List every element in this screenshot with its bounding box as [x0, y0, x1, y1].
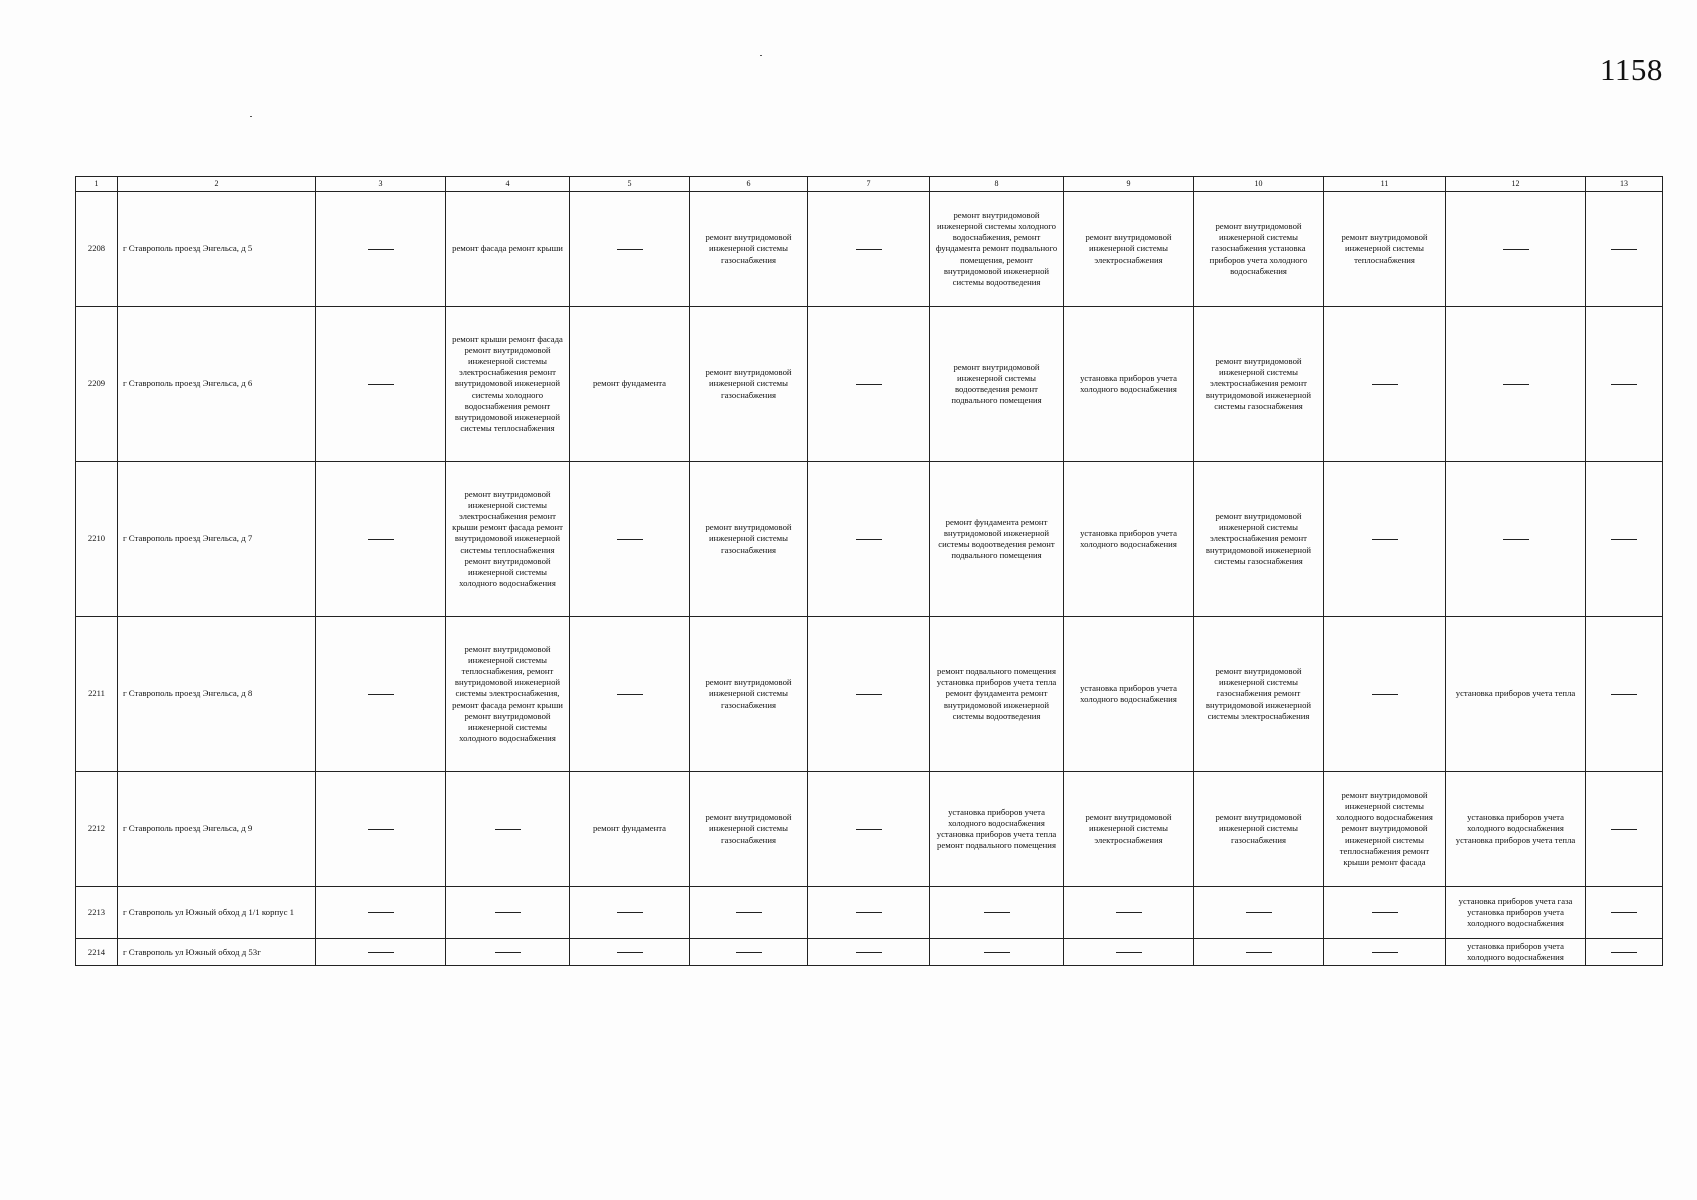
- dash-mark: [856, 952, 882, 953]
- work-type-cell: ремонт внутридомовой инженерной системы электроснабжения: [1064, 772, 1194, 887]
- dash-mark: [1611, 829, 1637, 830]
- dash-mark: [1372, 539, 1398, 540]
- empty-value-cell: [808, 307, 930, 462]
- empty-value-cell: [1586, 462, 1663, 617]
- empty-value-cell: [930, 887, 1064, 939]
- row-number-cell: 2210: [76, 462, 118, 617]
- work-type-cell: ремонт внутридомовой инженерной системы газоснабжения: [690, 462, 808, 617]
- address-cell: г Ставрополь ул Южный обход д 53г: [118, 939, 316, 966]
- dash-mark: [617, 539, 643, 540]
- dash-mark: [617, 249, 643, 250]
- work-type-cell: установка приборов учета газа установка приборов учета холодного водоснабжения: [1446, 887, 1586, 939]
- empty-value-cell: [1446, 192, 1586, 307]
- dash-mark: [1372, 384, 1398, 385]
- work-type-cell: установка приборов учета холодного водоснабжения: [1064, 462, 1194, 617]
- row-number-cell: 2212: [76, 772, 118, 887]
- dash-mark: [1611, 539, 1637, 540]
- dash-mark: [856, 249, 882, 250]
- dash-mark: [368, 694, 394, 695]
- empty-value-cell: [570, 462, 690, 617]
- address-cell: г Ставрополь проезд Энгельса, д 5: [118, 192, 316, 307]
- empty-value-cell: [1446, 307, 1586, 462]
- work-type-cell: ремонт внутридомовой инженерной системы газоснабжения: [1194, 772, 1324, 887]
- address-cell: г Ставрополь проезд Энгельса, д 7: [118, 462, 316, 617]
- empty-value-cell: [1586, 192, 1663, 307]
- dash-mark: [368, 384, 394, 385]
- dash-mark: [1372, 694, 1398, 695]
- empty-value-cell: [690, 939, 808, 966]
- empty-value-cell: [570, 617, 690, 772]
- address-cell: г Ставрополь проезд Энгельса, д 6: [118, 307, 316, 462]
- work-type-cell: ремонт внутридомовой инженерной системы электроснабжения ремонт внутридомовой инженерной системы газоснабжения: [1194, 307, 1324, 462]
- empty-value-cell: [446, 939, 570, 966]
- empty-value-cell: [1324, 939, 1446, 966]
- work-type-cell: ремонт внутридомовой инженерной системы газоснабжения: [690, 307, 808, 462]
- empty-value-cell: [316, 887, 446, 939]
- column-number-header: 1: [76, 177, 118, 192]
- empty-value-cell: [808, 462, 930, 617]
- empty-value-cell: [1064, 939, 1194, 966]
- empty-value-cell: [316, 307, 446, 462]
- work-type-cell: ремонт внутридомовой инженерной системы электроснабжения ремонт внутридомовой инженерной системы газоснабжения: [1194, 462, 1324, 617]
- empty-value-cell: [930, 939, 1064, 966]
- dash-mark: [856, 829, 882, 830]
- column-number-header: 4: [446, 177, 570, 192]
- page-number: 1158: [1600, 52, 1663, 87]
- dash-mark: [856, 694, 882, 695]
- dash-mark: [736, 952, 762, 953]
- work-type-cell: ремонт внутридомовой инженерной системы газоснабжения: [690, 617, 808, 772]
- empty-value-cell: [808, 192, 930, 307]
- dash-mark: [1246, 912, 1272, 913]
- work-type-cell: ремонт внутридомовой инженерной системы газоснабжения: [690, 772, 808, 887]
- empty-value-cell: [1324, 617, 1446, 772]
- empty-value-cell: [808, 887, 930, 939]
- dash-mark: [1611, 249, 1637, 250]
- empty-value-cell: [1064, 887, 1194, 939]
- work-type-cell: ремонт внутридомовой инженерной системы холодного водоснабжения ремонт внутридомовой инженерной системы теплоснабжения ремонт крыши ремонт фасада: [1324, 772, 1446, 887]
- dash-mark: [368, 829, 394, 830]
- dash-mark: [1503, 249, 1529, 250]
- column-number-header: 5: [570, 177, 690, 192]
- table-row: [76, 887, 1663, 939]
- dash-mark: [617, 952, 643, 953]
- dash-mark: [617, 912, 643, 913]
- dash-mark: [1372, 952, 1398, 953]
- table-row: [76, 462, 1663, 617]
- dash-mark: [984, 952, 1010, 953]
- row-number-cell: 2211: [76, 617, 118, 772]
- table-row: [76, 307, 1663, 462]
- work-type-cell: ремонт внутридомовой инженерной системы теплоснабжения, ремонт внутридомовой инженерной системы электроснабжения, ремонт фасада ремонт крыши ремонт внутридомовой инженерной системы холодного водоснабжения: [446, 617, 570, 772]
- empty-value-cell: [690, 887, 808, 939]
- empty-value-cell: [1586, 887, 1663, 939]
- work-type-cell: ремонт внутридомовой инженерной системы холодного водоснабжения, ремонт фундамента ремонт подвального помещения, ремонт внутридомовой инженерной системы водоотведения: [930, 192, 1064, 307]
- dash-mark: [1116, 952, 1142, 953]
- column-number-row: [76, 177, 1663, 192]
- address-cell: г Ставрополь ул Южный обход д 1/1 корпус 1: [118, 887, 316, 939]
- dash-mark: [1611, 952, 1637, 953]
- table-row: [76, 192, 1663, 307]
- dash-mark: [1611, 912, 1637, 913]
- dash-mark: [1503, 539, 1529, 540]
- empty-value-cell: [316, 462, 446, 617]
- row-number-cell: 2213: [76, 887, 118, 939]
- dash-mark: [495, 829, 521, 830]
- empty-value-cell: [1586, 307, 1663, 462]
- empty-value-cell: [1446, 462, 1586, 617]
- dash-mark: [1611, 694, 1637, 695]
- work-type-cell: ремонт фундамента: [570, 307, 690, 462]
- empty-value-cell: [570, 887, 690, 939]
- column-number-header: 8: [930, 177, 1064, 192]
- dash-mark: [1503, 384, 1529, 385]
- work-type-cell: установка приборов учета холодного водоснабжения: [1446, 939, 1586, 966]
- column-number-header: 13: [1586, 177, 1663, 192]
- empty-value-cell: [1324, 307, 1446, 462]
- dash-mark: [736, 912, 762, 913]
- empty-value-cell: [316, 939, 446, 966]
- empty-value-cell: [1586, 772, 1663, 887]
- work-type-cell: ремонт фундамента: [570, 772, 690, 887]
- column-number-header: 3: [316, 177, 446, 192]
- work-type-cell: ремонт фасада ремонт крыши: [446, 192, 570, 307]
- work-type-cell: ремонт внутридомовой инженерной системы газоснабжения: [690, 192, 808, 307]
- empty-value-cell: [1324, 887, 1446, 939]
- row-number-cell: 2209: [76, 307, 118, 462]
- empty-value-cell: [1194, 887, 1324, 939]
- dash-mark: [368, 952, 394, 953]
- dash-mark: [1372, 912, 1398, 913]
- work-type-cell: установка приборов учета холодного водоснабжения установка приборов учета тепла: [1446, 772, 1586, 887]
- dash-mark: [856, 384, 882, 385]
- column-number-header: 6: [690, 177, 808, 192]
- column-number-header: 9: [1064, 177, 1194, 192]
- empty-value-cell: [446, 772, 570, 887]
- work-type-cell: установка приборов учета холодного водоснабжения установка приборов учета тепла ремонт подвального помещения: [930, 772, 1064, 887]
- column-number-header: 11: [1324, 177, 1446, 192]
- dash-mark: [856, 912, 882, 913]
- work-type-cell: ремонт внутридомовой инженерной системы водоотведения ремонт подвального помещения: [930, 307, 1064, 462]
- empty-value-cell: [1324, 462, 1446, 617]
- repair-schedule-table: [75, 176, 1663, 966]
- work-type-cell: ремонт подвального помещения установка приборов учета тепла ремонт фундамента ремонт внутридомовой инженерной системы водоотведения: [930, 617, 1064, 772]
- table-row: [76, 939, 1663, 966]
- work-type-cell: установка приборов учета холодного водоснабжения: [1064, 617, 1194, 772]
- dash-mark: [368, 249, 394, 250]
- empty-value-cell: [1586, 617, 1663, 772]
- row-number-cell: 2208: [76, 192, 118, 307]
- empty-value-cell: [808, 772, 930, 887]
- dash-mark: [984, 912, 1010, 913]
- work-type-cell: ремонт внутридомовой инженерной системы газоснабжения ремонт внутридомовой инженерной системы электроснабжения: [1194, 617, 1324, 772]
- work-type-cell: установка приборов учета холодного водоснабжения: [1064, 307, 1194, 462]
- work-type-cell: ремонт фундамента ремонт внутридомовой инженерной системы водоотведения ремонт подвального помещения: [930, 462, 1064, 617]
- empty-value-cell: [316, 617, 446, 772]
- dash-mark: [495, 952, 521, 953]
- empty-value-cell: [316, 192, 446, 307]
- empty-value-cell: [1586, 939, 1663, 966]
- column-number-header: 7: [808, 177, 930, 192]
- empty-value-cell: [808, 617, 930, 772]
- empty-value-cell: [570, 939, 690, 966]
- empty-value-cell: [316, 772, 446, 887]
- work-type-cell: ремонт внутридомовой инженерной системы электроснабжения: [1064, 192, 1194, 307]
- work-type-cell: ремонт крыши ремонт фасада ремонт внутридомовой инженерной системы электроснабжения ремонт внутридомовой инженерной системы холодного водоснабжения ремонт внутридомовой инженерной системы теплоснабжения: [446, 307, 570, 462]
- address-cell: г Ставрополь проезд Энгельса, д 8: [118, 617, 316, 772]
- table-row: [76, 617, 1663, 772]
- empty-value-cell: [570, 192, 690, 307]
- scan-speck: [760, 55, 762, 56]
- table-row: [76, 772, 1663, 887]
- dash-mark: [495, 912, 521, 913]
- empty-value-cell: [808, 939, 930, 966]
- dash-mark: [368, 912, 394, 913]
- dash-mark: [856, 539, 882, 540]
- empty-value-cell: [1194, 939, 1324, 966]
- row-number-cell: 2214: [76, 939, 118, 966]
- column-number-header: 12: [1446, 177, 1586, 192]
- work-type-cell: ремонт внутридомовой инженерной системы электроснабжения ремонт крыши ремонт фасада ремонт внутридомовой инженерной системы теплоснабжения ремонт внутридомовой инженерной системы холодного водоснабжения: [446, 462, 570, 617]
- work-type-cell: ремонт внутридомовой инженерной системы газоснабжения установка приборов учета холодного водоснабжения: [1194, 192, 1324, 307]
- work-type-cell: ремонт внутридомовой инженерной системы теплоснабжения: [1324, 192, 1446, 307]
- dash-mark: [1116, 912, 1142, 913]
- column-number-header: 10: [1194, 177, 1324, 192]
- table-body: [76, 177, 1663, 966]
- dash-mark: [1246, 952, 1272, 953]
- dash-mark: [1611, 384, 1637, 385]
- scan-speck: [250, 116, 252, 117]
- dash-mark: [368, 539, 394, 540]
- address-cell: г Ставрополь проезд Энгельса, д 9: [118, 772, 316, 887]
- work-type-cell: установка приборов учета тепла: [1446, 617, 1586, 772]
- empty-value-cell: [446, 887, 570, 939]
- column-number-header: 2: [118, 177, 316, 192]
- dash-mark: [617, 694, 643, 695]
